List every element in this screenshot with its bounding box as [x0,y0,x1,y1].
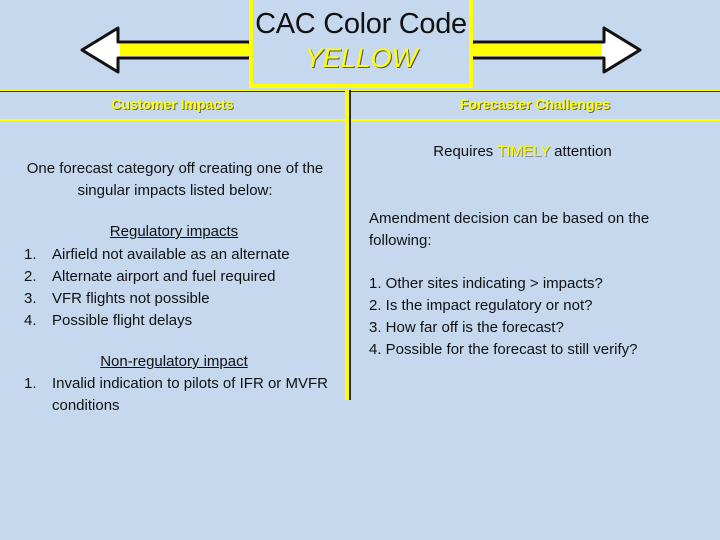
header-divider-line [0,91,720,92]
non-regulatory-list [24,373,334,417]
list-text: VFR flights not possible [52,290,210,307]
question-item: 2. Is the impact regulatory or not? [369,297,593,314]
list-item [24,373,334,417]
list-number: 2. [24,268,37,285]
customer-impacts-header: Customer Impacts [111,96,234,112]
list-text: Alternate airport and fuel required [52,268,276,285]
requires-prefix: Requires [433,143,498,160]
requires-timely-line [350,143,695,160]
list-number: 1. [24,375,37,392]
slide-title: CAC Color Code [255,8,467,40]
impacts-intro: One forecast category off creating one of the singular impacts listed below: [26,160,324,199]
list-number: 3. [24,290,37,307]
list-item [24,288,334,310]
regulatory-heading: Regulatory impacts [109,223,239,240]
question-list [369,273,709,361]
question-item: 1. Other sites indicating > impacts? [369,275,603,292]
list-item [24,266,334,288]
regulatory-list [24,244,334,332]
list-item [24,310,334,332]
list-text: Airfield not available as an alternate [52,246,290,263]
list-text: Invalid indication to pilots of IFR or MVFR conditions [52,375,328,414]
question-item: 4. Possible for the forecast to still verify? [369,341,638,358]
forecaster-challenges-header: Forecaster Challenges [459,96,611,112]
list-number: 4. [24,312,37,329]
title-box [249,0,473,88]
color-code-label: YELLOW [304,43,418,73]
list-number: 1. [24,246,37,263]
timely-emphasis: TIMELY [497,143,550,160]
question-item: 3. How far off is the forecast? [369,319,564,336]
list-text: Possible flight delays [52,312,193,329]
non-regulatory-heading: Non-regulatory impact [100,353,248,370]
amendment-text: Amendment decision can be based on the following: [369,210,650,249]
column-divider-shadow [349,90,351,400]
requires-suffix: attention [550,143,612,160]
list-item [24,244,334,266]
